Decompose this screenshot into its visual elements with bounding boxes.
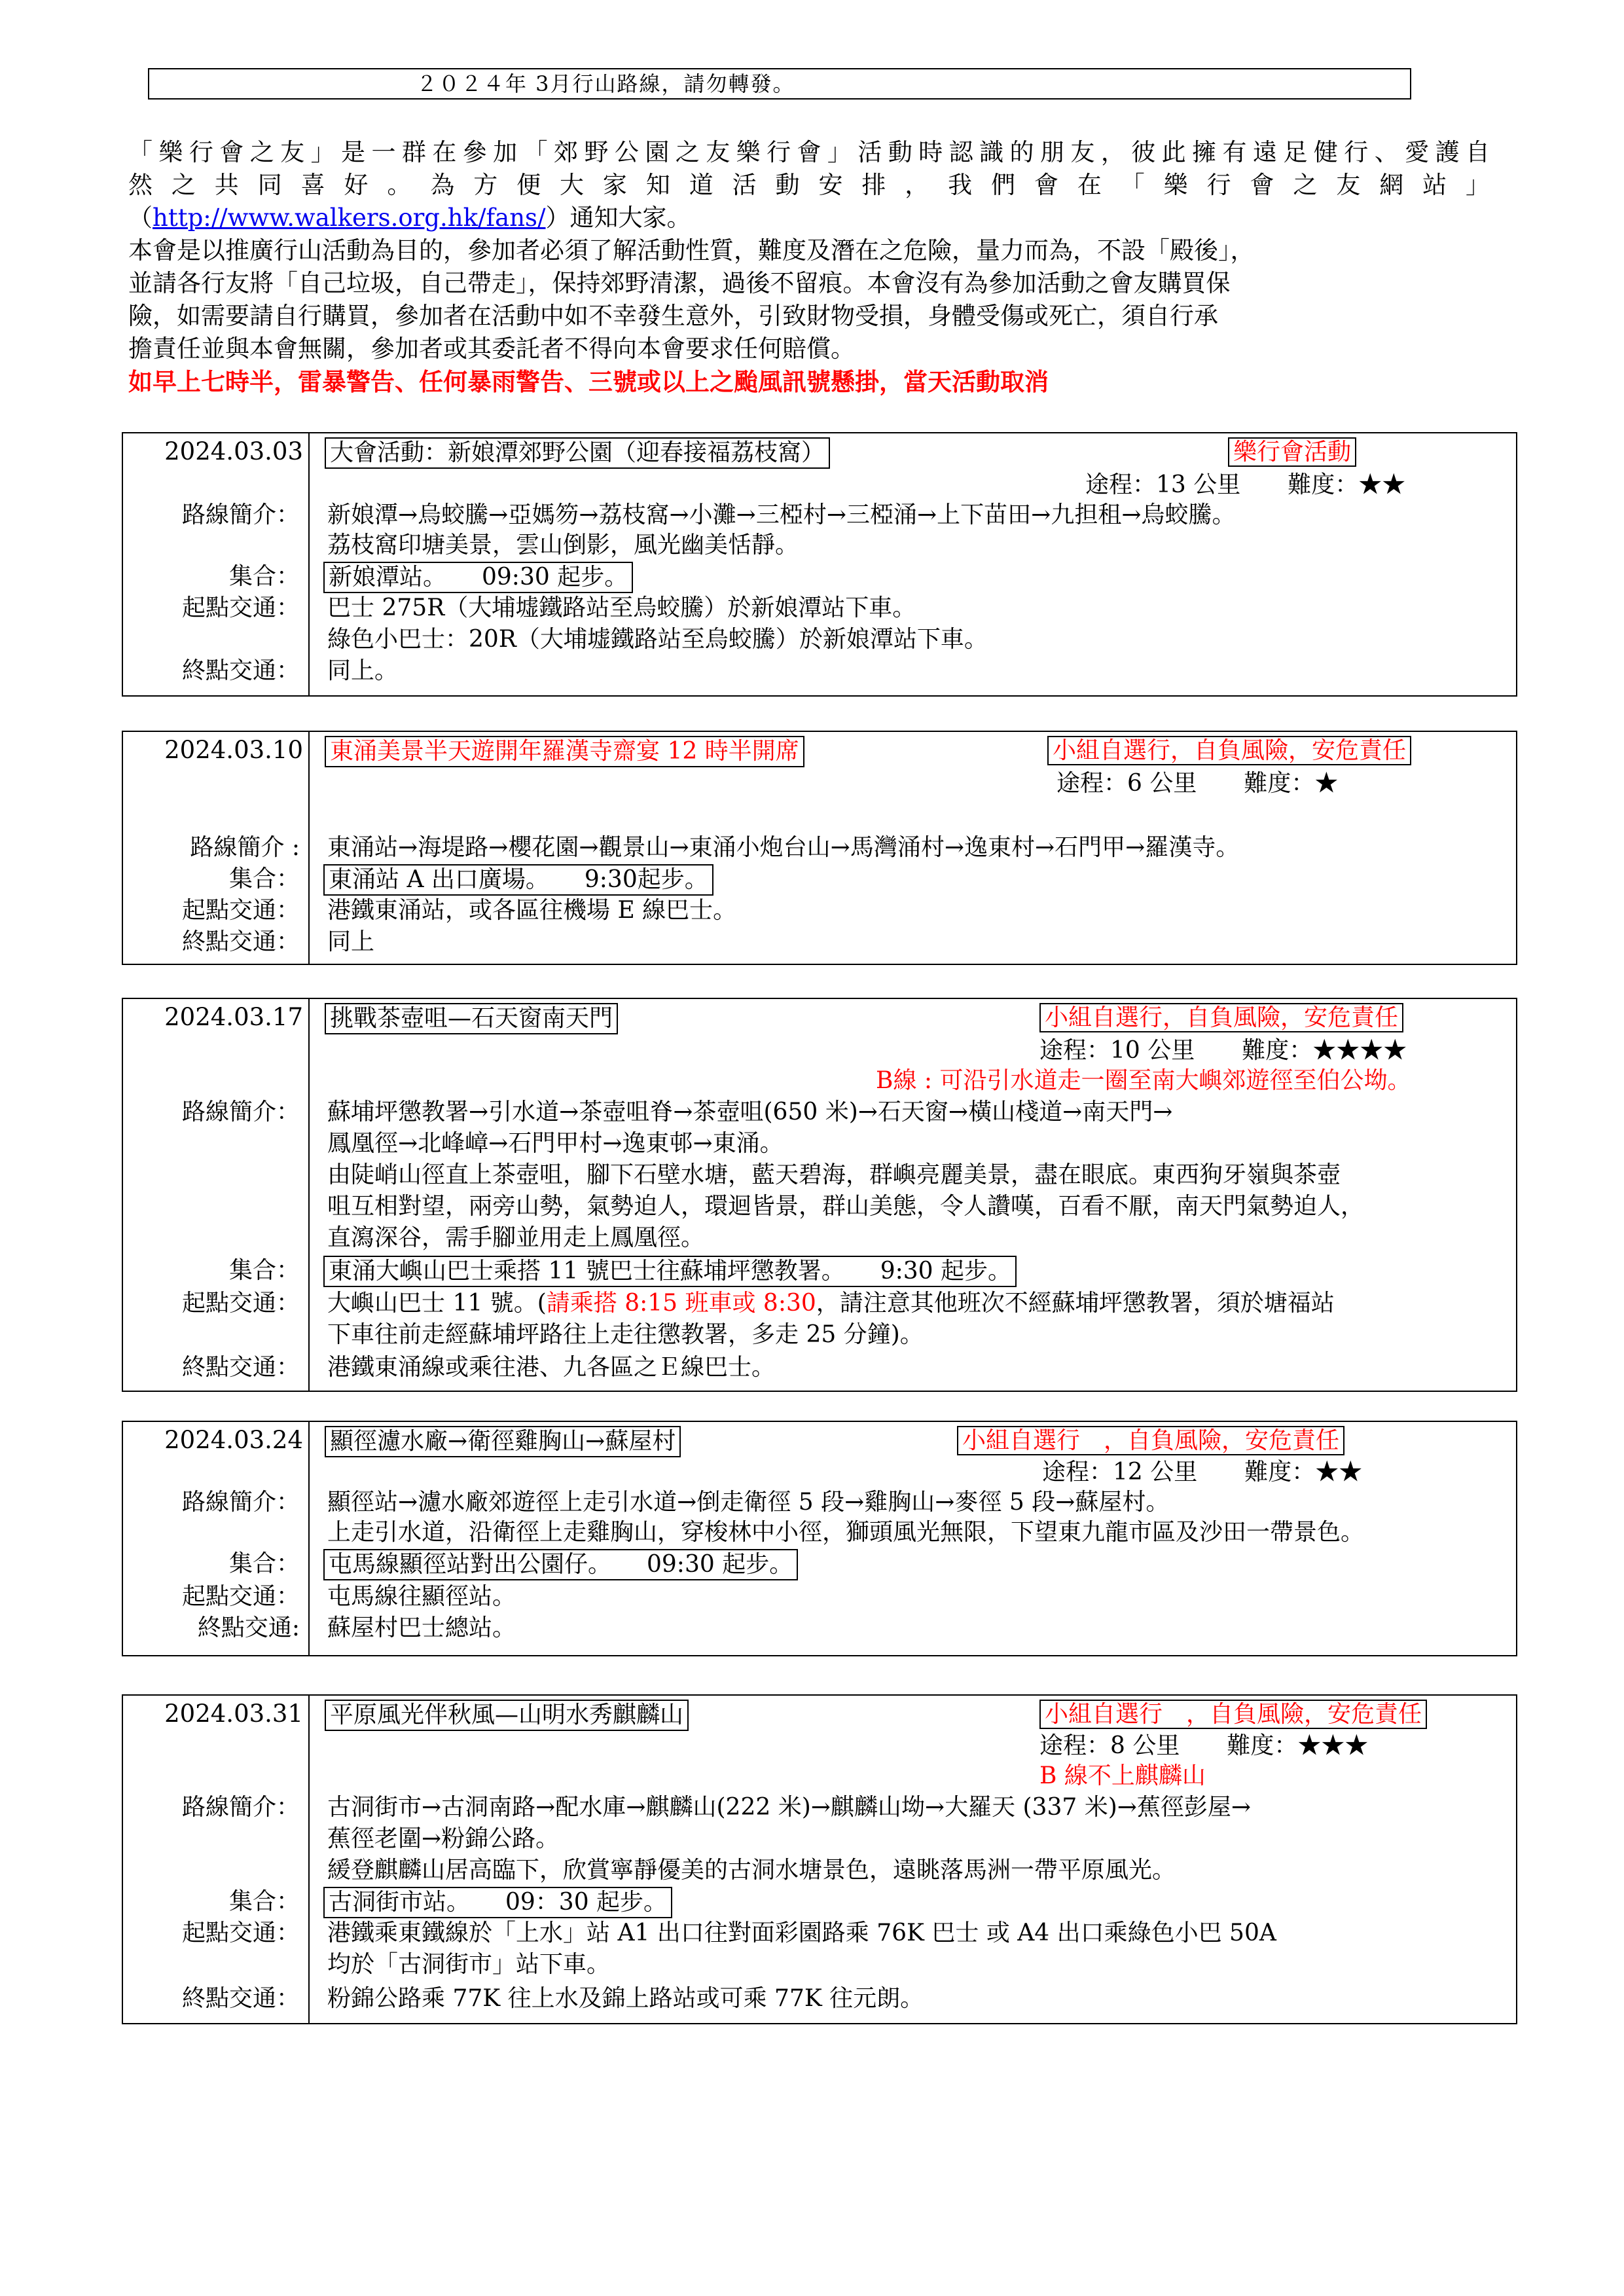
end-transport: 蘇屋村巴士總站。 <box>327 1614 516 1641</box>
route-line: 新娘潭→烏蛟騰→亞媽笏→荔枝窩→小灘→三椏村→三椏涌→上下苗田→九担租→烏蛟騰。 <box>327 501 1236 528</box>
start-transport-line: 港鐵乘東鐵線於「上水」站 A1 出口往對面彩園路乘 76K 巴士 或 A4 出口乘綠色小巴 50A <box>327 1920 1276 1946</box>
event-date: 2024.03.24 <box>164 1426 303 1454</box>
event-tag: 小組自選行，自負風險，安危責任 <box>1039 1003 1403 1032</box>
distance-difficulty: 途程：8 公里 難度：★★★ <box>1039 1732 1369 1759</box>
end-transport-label: 終點交通: <box>197 1614 300 1641</box>
route-label: 路線簡介： <box>181 1099 300 1125</box>
event-title: 顯徑濾水廠→衛徑雞胸山→蘇屋村 <box>325 1426 681 1457</box>
end-transport: 港鐵東涌線或乘往港、九各區之Ｅ線巴士。 <box>327 1354 776 1381</box>
intro-line-2: 然之共同喜好。為方便大家知道活動安排，我們會在「樂行會之友網站」 <box>128 171 1490 199</box>
start-transport-line: 綠色小巴士：20R（大埔墟鐵路站至烏蛟騰）於新娘潭站下車。 <box>327 626 988 653</box>
event-2024-03-10 <box>122 731 1517 965</box>
event-2024-03-24 <box>122 1421 1517 1656</box>
meet-label: 集合： <box>228 563 300 590</box>
end-transport-label: 終點交通： <box>181 1985 300 2012</box>
end-transport-label: 終點交通： <box>181 657 300 684</box>
intro-line-3 <box>128 202 1490 234</box>
distance-difficulty: 途程：13 公里 難度：★★ <box>1085 471 1406 498</box>
route-line: 由陡峭山徑直上茶壺咀，腳下石壁水塘，藍天碧海，群嶼亮麗美景，盡在眼底。東西狗牙嶺與茶壺 <box>327 1161 1341 1188</box>
route-b-note: B線 : 可沿引水道走一圈至南大嶼郊遊徑至伯公坳。 <box>876 1067 1411 1094</box>
cancellation-warning: 如早上七時半，雷暴警告、任何暴雨警告、三號或以上之颱風訊號懸掛，當天活動取消 <box>128 367 1049 396</box>
event-tag: 小組自選行 ，自負風險，安危責任 <box>1039 1700 1427 1729</box>
start-transport-label: 起點交通： <box>181 1920 300 1946</box>
meet-label: 集合： <box>228 866 300 892</box>
event-title: 挑戰茶壺咀—石天窗南天門 <box>325 1003 618 1034</box>
end-transport: 粉錦公路乘 77K 往上水及錦上路站或可乘 77K 往元朗。 <box>327 1985 924 2012</box>
intro-line-1: 「樂行會之友」是一群在參加「郊野公園之友樂行會」活動時認識的朋友，彼此擁有遠足健行、愛護自 <box>128 138 1490 166</box>
start-transport-text: ，請注意其他班次不經蘇埔坪懲教署，須於塘福站 <box>816 1290 1335 1317</box>
disclaimer-line-4: 擔責任並與本會無關，參加者或其委託者不得向本會要求任何賠償。 <box>128 335 855 363</box>
end-transport-label: 終點交通： <box>181 928 300 955</box>
route-label: 路線簡介： <box>181 501 300 528</box>
event-2024-03-17 <box>122 998 1517 1392</box>
meet-point: 東涌站 A 出口廣場。 9:30起步。 <box>323 864 713 896</box>
start-transport-label: 起點交通： <box>181 897 300 924</box>
start-transport-text: 大嶼山巴士 11 號。( <box>327 1290 547 1317</box>
start-transport-line: 巴士 275R（大埔墟鐵路站至烏蛟騰）於新娘潭站下車。 <box>327 594 916 621</box>
event-date: 2024.03.31 <box>164 1700 303 1728</box>
distance-difficulty: 途程：10 公里 難度：★★★★ <box>1039 1037 1407 1064</box>
event-title: 東涌美景半天遊開年羅漢寺齋宴 12 時半開席 <box>325 736 804 767</box>
meet-point: 新娘潭站。 09:30 起步。 <box>323 562 633 593</box>
event-tag: 小組自選行，自負風險，安危責任 <box>1047 736 1411 765</box>
event-date: 2024.03.17 <box>164 1003 303 1031</box>
fans-website-link[interactable]: http://www.walkers.org.hk/fans/ <box>153 204 546 232</box>
meet-label: 集合： <box>228 1888 300 1915</box>
route-line: 緩登麒麟山居高臨下，欣賞寧靜優美的古洞水塘景色，遠眺落馬洲一帶平原風光。 <box>327 1857 1176 1884</box>
event-tag: 小組自選行 ，自負風險，安危責任 <box>957 1426 1344 1455</box>
route-line: 東涌站→海堤路→櫻花園→觀景山→東涌小炮台山→馬灣涌村→逸東村→石門甲→羅漢寺。 <box>327 834 1240 861</box>
event-2024-03-31 <box>122 1694 1517 2024</box>
event-2024-03-03 <box>122 432 1517 697</box>
route-line: 直瀉深谷，需手腳並用走上鳳凰徑。 <box>327 1224 705 1251</box>
link-open-paren: （ <box>128 204 153 232</box>
start-transport-label: 起點交通： <box>181 1290 300 1317</box>
route-line: 咀互相對望，兩旁山勢，氣勢迫人，環迴皆景，群山美態，令人讚嘆，百看不厭，南天門氣勢迫人， <box>327 1193 1365 1220</box>
event-date: 2024.03.10 <box>164 736 303 764</box>
disclaimer-line-3: 險，如需要請自行購買，參加者在活動中如不幸發生意外，引致財物受損，身體受傷或死亡，須自行承 <box>128 302 1218 330</box>
end-transport: 同上 <box>327 928 375 955</box>
end-transport: 同上。 <box>327 657 399 684</box>
meet-label: 集合： <box>228 1257 300 1284</box>
start-transport-line: 下車往前走經蘇埔坪路往上走往懲教署，多走 25 分鐘)。 <box>327 1321 924 1348</box>
route-line: 上走引水道，沿衛徑上走雞胸山，穿梭林中小徑，獅頭風光無限，下望東九龍市區及沙田一帶景色。 <box>327 1519 1365 1546</box>
meet-label: 集合： <box>228 1550 300 1577</box>
disclaimer-line-2: 並請各行友將「自己垃圾，自己帶走」，保持郊野清潔，過後不留痕。本會沒有為參加活動之會友購買保 <box>128 269 1231 297</box>
start-transport-line <box>327 1288 1335 1319</box>
bus-time-highlight: 請乘搭 8:15 班車或 8:30 <box>546 1290 816 1317</box>
route-line: 顯徑站→濾水廠郊遊徑上走引水道→倒走衛徑 5 段→雞胸山→麥徑 5 段→蘇屋村。 <box>327 1489 1170 1516</box>
meet-point: 東涌大嶼山巴士乘搭 11 號巴士往蘇埔坪懲教署。 9:30 起步。 <box>323 1256 1017 1287</box>
event-date: 2024.03.03 <box>164 437 303 465</box>
route-b-note: B 線不上麒麟山 <box>1039 1762 1206 1789</box>
start-transport-line: 均於「古洞街市」站下車。 <box>327 1951 611 1978</box>
route-line: 古洞街市→古洞南路→配水庫→麒麟山(222 米)→麒麟山坳→大羅天 (337 米)→蕉徑彭屋→ <box>327 1794 1252 1821</box>
distance-difficulty: 途程：6 公里 難度：★ <box>1056 770 1339 797</box>
route-line: 蘇埔坪懲教署→引水道→茶壺咀脊→茶壺咀(650 米)→石天窗→橫山棧道→南天門→ <box>327 1099 1173 1125</box>
start-transport-label: 起點交通： <box>181 1583 300 1610</box>
route-label: 路線簡介： <box>181 1489 300 1516</box>
link-close-text: ）通知大家。 <box>545 204 691 232</box>
route-line: 荔枝窩印塘美景，雲山倒影，風光幽美恬靜。 <box>327 532 799 558</box>
event-title: 平原風光伴秋風—山明水秀麒麟山 <box>325 1700 689 1731</box>
intro-section <box>128 136 1490 398</box>
meet-point: 古洞街市站。 09：30 起步。 <box>323 1887 672 1918</box>
page-title: ２０２４年 3月行山路線，請勿轉發。 <box>148 68 1411 100</box>
start-transport-line: 港鐵東涌站，或各區往機場 E 線巴士。 <box>327 897 737 924</box>
meet-point: 屯馬線顯徑站對出公園仔。 09:30 起步。 <box>323 1549 798 1580</box>
end-transport-label: 終點交通： <box>181 1354 300 1381</box>
route-label: 路線簡介： <box>181 1794 300 1821</box>
disclaimer-line-1: 本會是以推廣行山活動為目的，參加者必須了解活動性質，難度及潛在之危險，量力而為，不設「殿後」， <box>128 236 1255 264</box>
route-line: 蕉徑老圍→粉錦公路。 <box>327 1825 560 1852</box>
start-transport-label: 起點交通： <box>181 594 300 621</box>
route-label: 路線簡介 : <box>190 834 300 861</box>
distance-difficulty: 途程：12 公里 難度：★★ <box>1042 1459 1363 1485</box>
event-title: 大會活動：新娘潭郊野公園（迎春接福荔枝窩） <box>325 437 830 469</box>
event-tag: 樂行會活動 <box>1228 437 1356 467</box>
start-transport-line: 屯馬線往顯徑站。 <box>327 1583 516 1610</box>
route-line: 鳳凰徑→北峰嶂→石門甲村→逸東邨→東涌。 <box>327 1130 784 1157</box>
